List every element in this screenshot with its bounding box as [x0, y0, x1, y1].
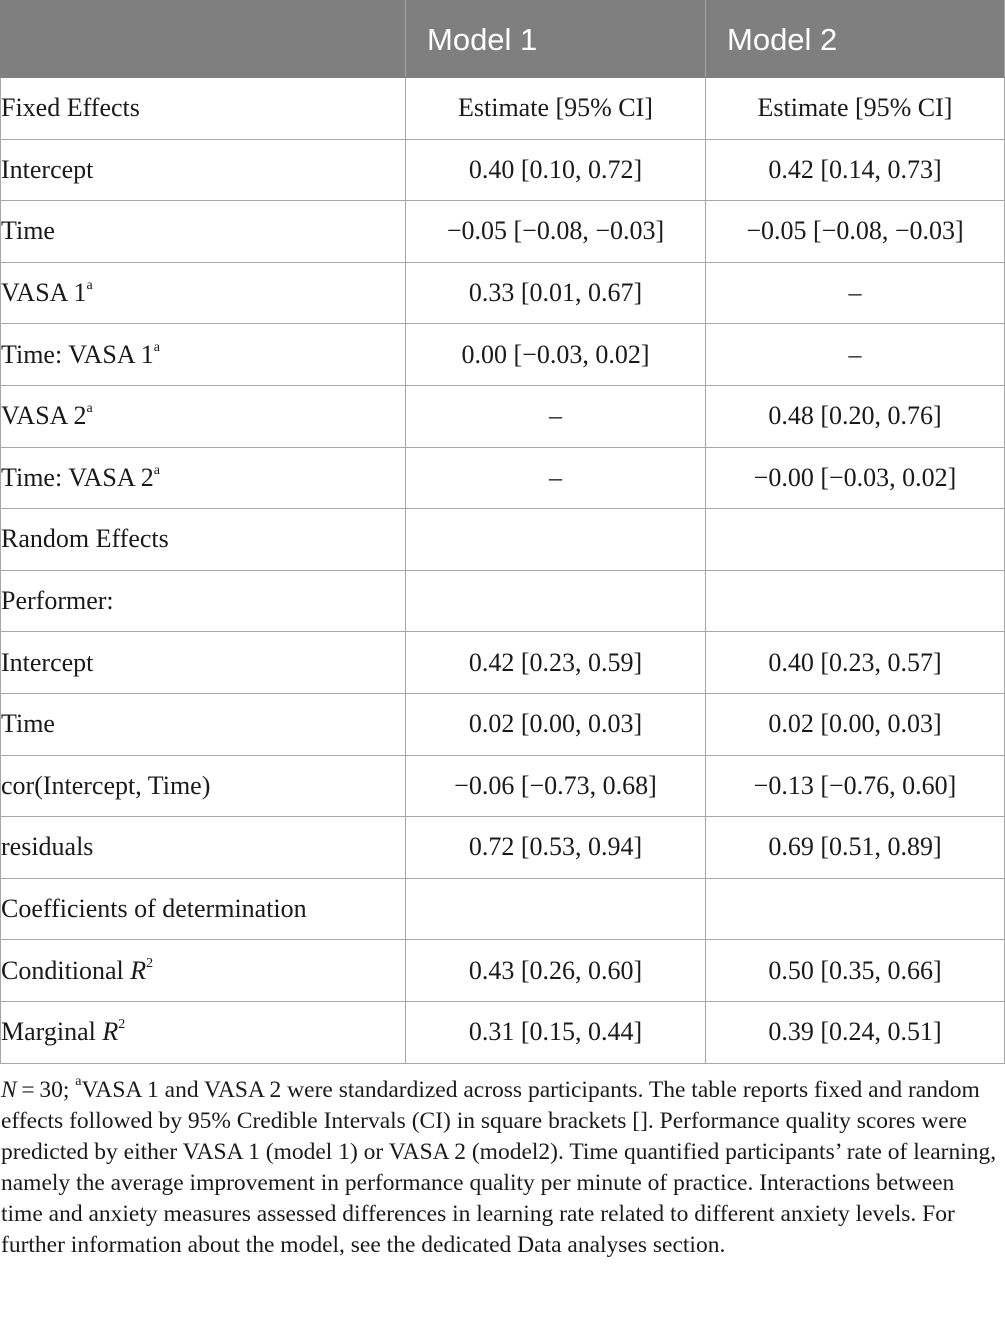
model-2-value: 0.39 [0.24, 0.51] — [706, 1001, 1005, 1063]
model-1-value: 0.02 [0.00, 0.03] — [406, 693, 706, 755]
model-1-value: 0.33 [0.01, 0.67] — [406, 262, 706, 324]
model-1-value: – — [406, 385, 706, 447]
header-label-column — [1, 1, 406, 78]
model-1-value: 0.31 [0.15, 0.44] — [406, 1001, 706, 1063]
header-model-2: Model 2 — [706, 1, 1005, 78]
model-1-value: 0.43 [0.26, 0.60] — [406, 940, 706, 1002]
model-1-value — [406, 878, 706, 940]
model-1-value: – — [406, 447, 706, 509]
table-row — [1, 878, 1005, 940]
table-row — [1, 262, 1005, 324]
model-2-value: 0.48 [0.20, 0.76] — [706, 385, 1005, 447]
r-symbol: R — [130, 955, 147, 985]
model-2-value: Estimate [95% CI] — [706, 78, 1005, 140]
row-label: Coefficients of determination — [1, 878, 406, 940]
model-2-value: −0.13 [−0.76, 0.60] — [706, 755, 1005, 817]
footnote-marker: a — [153, 339, 160, 355]
footnote-marker: a — [153, 462, 160, 478]
sample-size-value: = 30; — [16, 1076, 76, 1103]
row-label: residuals — [1, 817, 406, 879]
row-label: cor(Intercept, Time) — [1, 755, 406, 817]
table-row — [1, 201, 1005, 263]
model-2-value: 0.02 [0.00, 0.03] — [706, 693, 1005, 755]
row-label: Performer: — [1, 570, 406, 632]
row-label: Time: VASA 2$^a$ — [1, 447, 406, 509]
row-label: Time — [1, 201, 406, 263]
model-1-value: −0.05 [−0.08, −0.03] — [406, 201, 706, 263]
table-row — [1, 693, 1005, 755]
table-row — [1, 817, 1005, 879]
row-label: Time — [1, 693, 406, 755]
model-1-value: −0.06 [−0.73, 0.68] — [406, 755, 706, 817]
model-1-value — [406, 509, 706, 571]
table-row — [1, 324, 1005, 386]
model-1-value — [406, 570, 706, 632]
model-1-value: 0.72 [0.53, 0.94] — [406, 817, 706, 879]
table-row — [1, 78, 1005, 140]
table-row — [1, 447, 1005, 509]
table-row — [1, 940, 1005, 1002]
model-2-value: 0.69 [0.51, 0.89] — [706, 817, 1005, 879]
model-2-value: −0.05 [−0.08, −0.03] — [706, 201, 1005, 263]
header-row — [1, 1, 1005, 78]
table-row — [1, 509, 1005, 571]
header-model-1: Model 1 — [406, 1, 706, 78]
superscript: 2 — [118, 1017, 126, 1033]
model-2-value: 0.40 [0.23, 0.57] — [706, 632, 1005, 694]
row-label: Marginal R$^2$ — [1, 1001, 406, 1063]
model-2-value: 0.50 [0.35, 0.66] — [706, 940, 1005, 1002]
r-symbol: R — [102, 1017, 119, 1047]
table-row — [1, 632, 1005, 694]
model-2-value: – — [706, 324, 1005, 386]
table-row — [1, 1001, 1005, 1063]
table-footnote — [0, 1064, 1005, 1261]
row-label: Time: VASA 1$^a$ — [1, 324, 406, 386]
superscript: 2 — [146, 955, 154, 971]
footnote-marker: a — [86, 278, 93, 294]
row-label: Fixed Effects — [1, 78, 406, 140]
row-label: Conditional R$^2$ — [1, 940, 406, 1002]
row-label: Random Effects — [1, 509, 406, 571]
model-2-value — [706, 509, 1005, 571]
model-2-value — [706, 878, 1005, 940]
model-1-value: 0.42 [0.23, 0.59] — [406, 632, 706, 694]
table-row — [1, 755, 1005, 817]
table-row — [1, 139, 1005, 201]
model-2-value: – — [706, 262, 1005, 324]
model-2-value: 0.42 [0.14, 0.73] — [706, 139, 1005, 201]
model-1-value: 0.00 [−0.03, 0.02] — [406, 324, 706, 386]
table-row — [1, 385, 1005, 447]
row-label: Intercept — [1, 139, 406, 201]
sample-size-symbol: N — [1, 1076, 17, 1103]
footnote-text: VASA 1 and VASA 2 were standardized across participants. The table reports fixed and random effects followed by 95% Credible Intervals (CI) in square brackets []. Performance quality scores were predicted by either VASA 1 (model 1) or VASA 2 (model2). Time quantified participants’ rate of learning, namely the average improvement in performance quality per minute of practice. Interactions between time and anxiety measures assessed differences in learning rate related to different anxiety levels. For further information about the model, see the dedicated Data analyses section. — [1, 1076, 997, 1258]
row-label: VASA 2$^a$ — [1, 385, 406, 447]
row-label: Intercept — [1, 632, 406, 694]
model-1-value: Estimate [95% CI] — [406, 78, 706, 140]
table-row — [1, 570, 1005, 632]
row-label: VASA 1$^a$ — [1, 262, 406, 324]
model-2-value: −0.00 [−0.03, 0.02] — [706, 447, 1005, 509]
model-1-value: 0.40 [0.10, 0.72] — [406, 139, 706, 201]
footnote-marker: a — [86, 401, 93, 417]
footnote-marker: a — [75, 1073, 82, 1089]
model-2-value — [706, 570, 1005, 632]
